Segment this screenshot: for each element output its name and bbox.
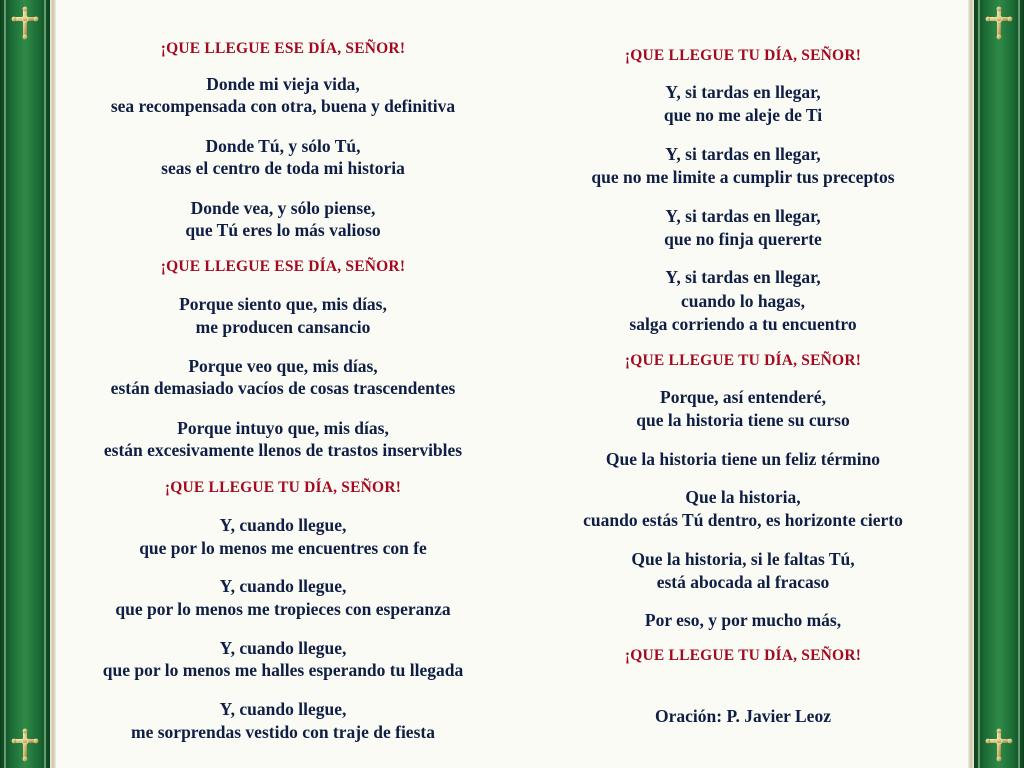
cross-icon (10, 728, 40, 762)
cross-icon (984, 728, 1014, 762)
verse-line: seas el centro de toda mi historia (161, 158, 405, 178)
verse-line: sea recompensada con otra, buena y definitiva (110, 96, 456, 116)
verse-line: Donde Tú, y sólo Tú, (205, 136, 361, 156)
refrain-heading: ¡QUE LLEGUE TU DÍA, SEÑOR! (624, 47, 862, 64)
refrain-heading: ¡QUE LLEGUE TU DÍA, SEÑOR! (164, 479, 402, 496)
verse-line: me sorprendas vestido con traje de fiesta (131, 722, 435, 742)
verse-line: Porque veo que, mis días, (188, 356, 378, 376)
verse-line: Y, cuando llegue, (219, 699, 347, 719)
verse-line: Y, si tardas en llegar, (665, 144, 821, 164)
verse-line: Que la historia, si le faltas Tú, (631, 549, 855, 569)
verse-line: Que la historia tiene un feliz término (605, 449, 881, 469)
right-border (974, 0, 1024, 768)
verse-line: Porque siento que, mis días, (179, 294, 387, 314)
right-edge (968, 0, 974, 768)
prayer-credit: Oración: P. Javier Leoz (655, 706, 831, 726)
verse-line: está abocada al fracaso (656, 572, 830, 592)
refrain-heading: ¡QUE LLEGUE ESE DÍA, SEÑOR! (160, 40, 406, 57)
refrain-heading: ¡QUE LLEGUE ESE DÍA, SEÑOR! (160, 258, 406, 275)
verse-line: que por lo menos me encuentres con fe (139, 538, 427, 558)
cross-icon (10, 6, 40, 40)
verse-line: Y, si tardas en llegar, (665, 82, 821, 102)
verse-line: Y, cuando llegue, (219, 576, 347, 596)
verse-line: Donde vea, y sólo piense, (190, 198, 376, 218)
verse-line: están demasiado vacíos de cosas trascendentes (110, 378, 456, 398)
verse-line: que por lo menos me halles esperando tu llegada (102, 660, 464, 680)
refrain-heading: ¡QUE LLEGUE TU DÍA, SEÑOR! (624, 352, 862, 369)
refrain-heading: ¡QUE LLEGUE TU DÍA, SEÑOR! (624, 647, 862, 664)
verse-line: Donde mi vieja vida, (206, 74, 360, 94)
verse-line: Y, si tardas en llegar, (665, 267, 821, 287)
verse-line: están excesivamente llenos de trastos inservibles (103, 440, 463, 460)
left-edge (50, 0, 56, 768)
verse-line: que por lo menos me tropieces con esperanza (115, 599, 451, 619)
verse-line: que no me limite a cumplir tus preceptos (591, 167, 895, 187)
verse-line: que no finja quererte (664, 229, 822, 249)
cross-icon (984, 6, 1014, 40)
verse-line: Porque intuyo que, mis días, (177, 418, 389, 438)
verse-line: Y, cuando llegue, (219, 515, 347, 535)
verse-line: Y, cuando llegue, (219, 638, 347, 658)
verse-line: salga corriendo a tu encuentro (629, 314, 857, 334)
verse-line: me producen cansancio (195, 317, 371, 337)
verse-line: cuando estás Tú dentro, es horizonte cierto (583, 510, 903, 530)
left-border (0, 0, 50, 768)
verse-line: Por eso, y por mucho más, (644, 610, 842, 630)
verse-line: que no me aleje de Ti (663, 105, 823, 125)
verse-line: Porque, así entenderé, (660, 387, 826, 407)
verse-line: Y, si tardas en llegar, (665, 206, 821, 226)
verse-line: cuando lo hagas, (681, 291, 805, 311)
verse-line: que la historia tiene su curso (636, 410, 850, 430)
verse-line: Que la historia, (685, 487, 801, 507)
verse-line: que Tú eres lo más valioso (185, 220, 381, 240)
